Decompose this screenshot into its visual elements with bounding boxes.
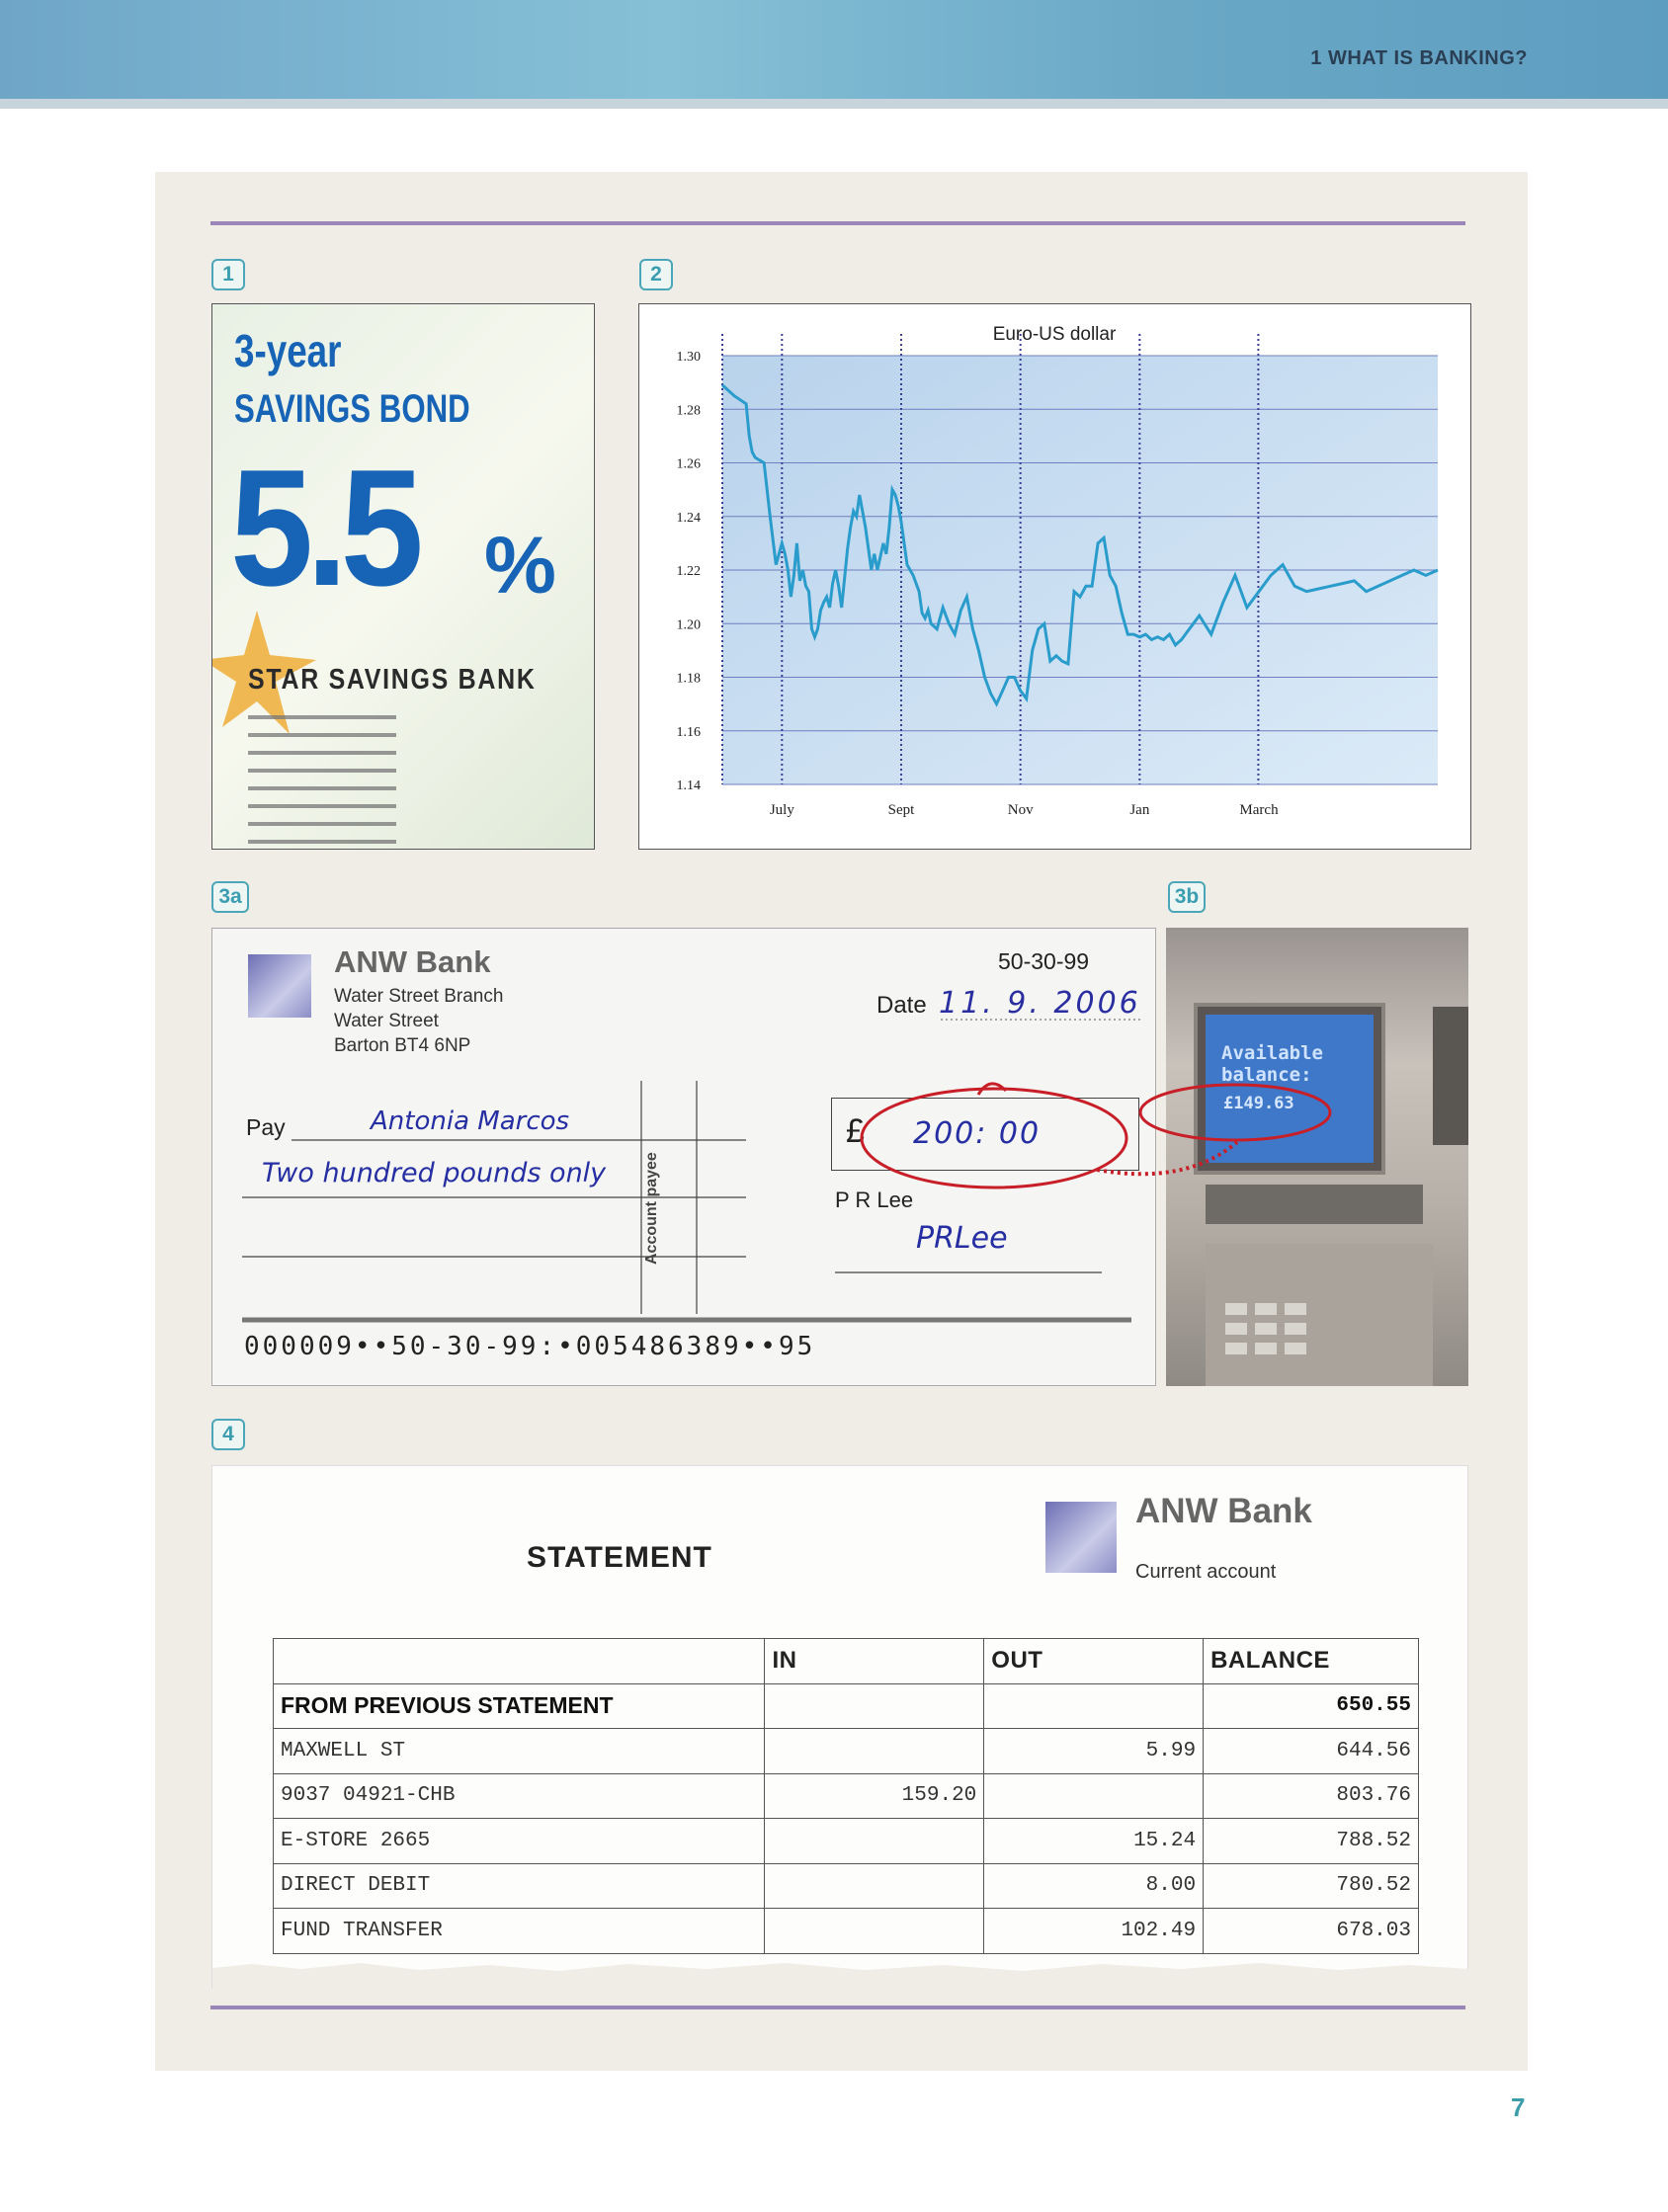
cheque-street: Water Street — [334, 1011, 439, 1031]
chart-svg — [639, 304, 1469, 848]
exchange-rate-chart — [638, 303, 1471, 850]
ad-fine-print — [248, 711, 564, 850]
pound-sign: £ — [846, 1112, 865, 1150]
y-tick-label: 1.14 — [676, 778, 701, 793]
row-balance: 788.52 — [1204, 1819, 1419, 1864]
x-tick-label: Jan — [1129, 802, 1150, 818]
statement-bank-logo-icon — [1045, 1502, 1117, 1573]
cheque-town: Barton BT4 6NP — [334, 1035, 471, 1056]
row-balance: 803.76 — [1204, 1773, 1419, 1819]
row-balance: 678.03 — [1204, 1909, 1419, 1954]
row-in — [765, 1863, 984, 1909]
row-balance: 644.56 — [1204, 1729, 1419, 1774]
account-payee-crossing: Account payee — [643, 1152, 660, 1265]
col-in: IN — [765, 1639, 984, 1684]
cheque-sort-code: 50-30-99 — [998, 948, 1090, 974]
cheque-amount: 200: 00 — [913, 1116, 1042, 1151]
y-tick-label: 1.30 — [676, 350, 701, 365]
cheque-bank-name: ANW Bank — [334, 944, 491, 979]
badge-4: 4 — [211, 1419, 245, 1450]
col-description — [274, 1639, 765, 1684]
row-out: 5.99 — [984, 1729, 1204, 1774]
atm-available-text: Available balance: — [1221, 1042, 1323, 1086]
cheque-amount-box — [831, 1098, 1139, 1171]
ad-rate: 5.5 — [230, 435, 417, 620]
y-tick-label: 1.18 — [676, 671, 701, 687]
statement-title: STATEMENT — [527, 1541, 712, 1574]
chart-title: Euro-US dollar — [992, 324, 1117, 345]
y-tick-label: 1.22 — [676, 564, 701, 579]
cheque-micr-line: 000009••50-30-99:•005486389••95 — [244, 1332, 816, 1361]
torn-edge — [212, 1960, 1469, 1990]
cheque-signer: P R Lee — [835, 1188, 914, 1212]
table-row — [274, 1683, 1419, 1729]
bank-statement — [211, 1465, 1468, 1989]
table-header-row — [274, 1639, 1419, 1684]
top-divider — [210, 221, 1465, 225]
cheque-signature: PRLee — [916, 1221, 1008, 1256]
cheque-amount-words: Two hundred pounds only — [262, 1158, 607, 1188]
ad-term: 3-year — [234, 325, 342, 376]
row-in — [765, 1729, 984, 1774]
savings-bond-ad — [211, 303, 595, 850]
row-in — [765, 1819, 984, 1864]
y-tick-label: 1.28 — [676, 403, 701, 419]
atm-photo — [1166, 928, 1468, 1386]
row-out — [984, 1683, 1204, 1729]
table-row — [274, 1819, 1419, 1864]
col-balance: BALANCE — [1204, 1639, 1419, 1684]
col-out: OUT — [984, 1639, 1204, 1684]
bottom-divider — [210, 2006, 1465, 2009]
x-tick-label: Sept — [887, 802, 915, 818]
row-out — [984, 1773, 1204, 1819]
row-balance: 780.52 — [1204, 1863, 1419, 1909]
statement-bank-name: ANW Bank — [1135, 1492, 1312, 1530]
cheque-date-label: Date — [876, 992, 927, 1019]
badge-1: 1 — [211, 259, 245, 290]
row-description: 9037 04921-CHB — [274, 1773, 765, 1819]
ad-bank-name: STAR SAVINGS BANK — [248, 664, 537, 696]
ad-rate-percent: % — [484, 521, 556, 611]
row-in: 159.20 — [765, 1773, 984, 1819]
table-row — [274, 1729, 1419, 1774]
y-tick-label: 1.24 — [676, 510, 701, 526]
badge-3a: 3a — [211, 881, 249, 913]
y-tick-label: 1.20 — [676, 617, 701, 633]
row-description: DIRECT DEBIT — [274, 1863, 765, 1909]
cheque-branch: Water Street Branch — [334, 986, 504, 1007]
y-tick-label: 1.16 — [676, 724, 701, 740]
atm-details — [1166, 928, 1468, 1386]
x-tick-label: Nov — [1007, 802, 1034, 818]
table-row — [274, 1909, 1419, 1954]
row-out: 8.00 — [984, 1863, 1204, 1909]
row-description: MAXWELL ST — [274, 1729, 765, 1774]
badge-2: 2 — [639, 259, 673, 290]
row-description: E-STORE 2665 — [274, 1819, 765, 1864]
table-row — [274, 1863, 1419, 1909]
cheque — [211, 928, 1156, 1386]
chapter-title: 1 WHAT IS BANKING? — [1310, 47, 1528, 69]
cheque-pay-label: Pay — [246, 1114, 286, 1140]
x-tick-label: July — [769, 802, 794, 818]
statement-account-type: Current account — [1135, 1561, 1277, 1583]
row-description: FROM PREVIOUS STATEMENT — [274, 1683, 765, 1729]
cheque-payee: Antonia Marcos — [371, 1106, 570, 1136]
y-tick-label: 1.26 — [676, 456, 701, 472]
row-out: 102.49 — [984, 1909, 1204, 1954]
page-number: 7 — [1511, 2092, 1526, 2122]
statement-table — [273, 1638, 1419, 1954]
atm-balance: £149.63 — [1223, 1094, 1294, 1113]
table-row — [274, 1773, 1419, 1819]
row-in — [765, 1683, 984, 1729]
row-in — [765, 1909, 984, 1954]
row-balance: 650.55 — [1204, 1683, 1419, 1729]
ad-product: SAVINGS BOND — [234, 387, 470, 431]
row-description: FUND TRANSFER — [274, 1909, 765, 1954]
cheque-date-value: 11. 9. 2006 — [939, 986, 1141, 1021]
badge-3b: 3b — [1168, 881, 1206, 913]
x-tick-label: March — [1239, 802, 1279, 818]
row-out: 15.24 — [984, 1819, 1204, 1864]
